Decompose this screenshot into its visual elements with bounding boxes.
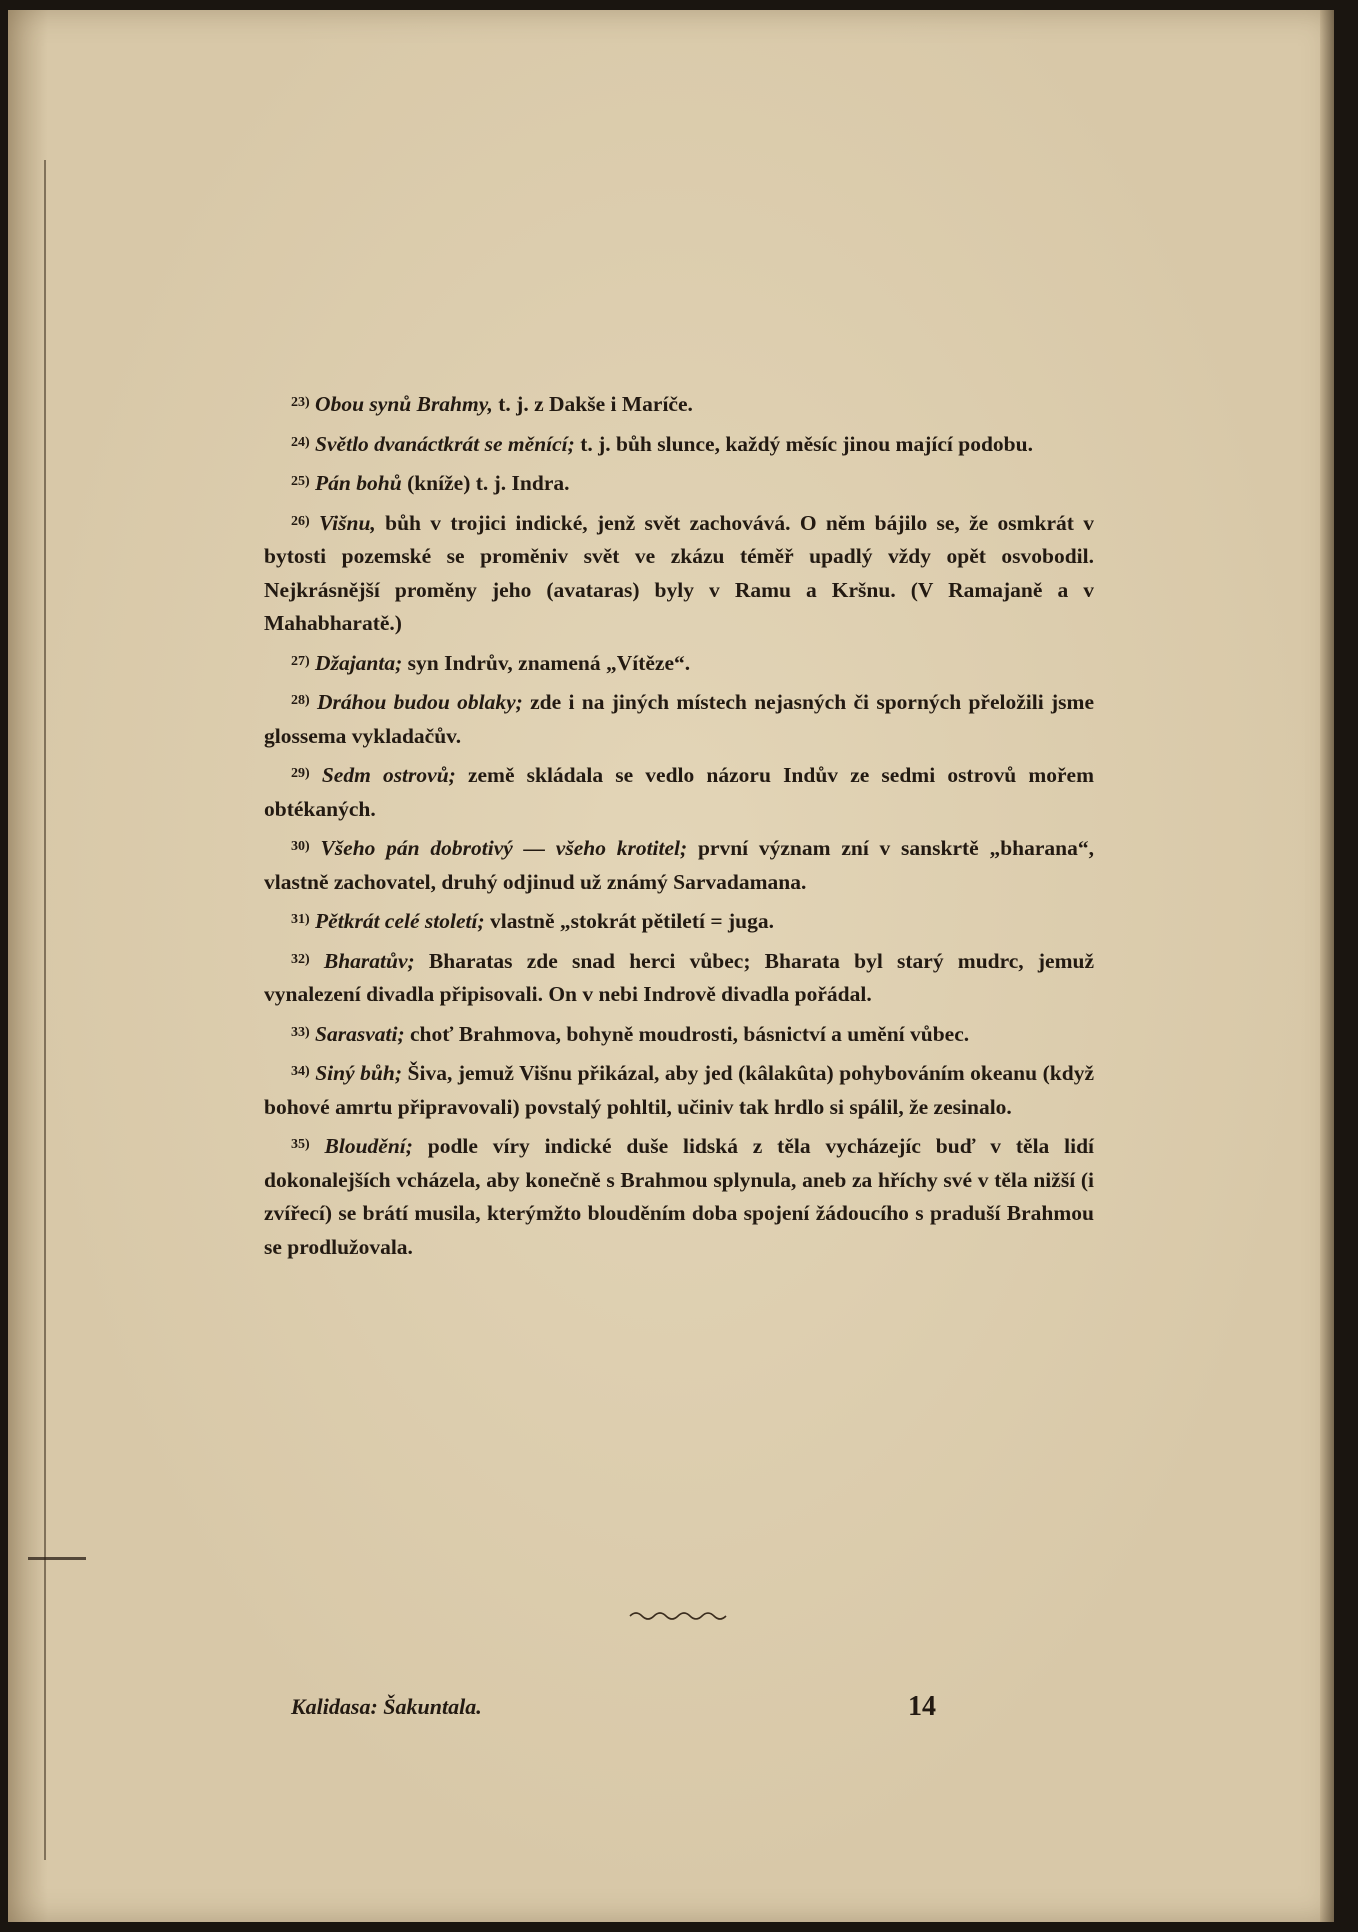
footnote: $^{24)}$ Světlo dvanáctkrát se měnící; t. j. bůh slunce, každý měsíc jinou mající podobu. — [291, 431, 1033, 456]
binding-edge — [44, 160, 46, 1860]
footnote: $^{35)}$ Bloudění; podle víry indické duše lidská z těla vycházejíc buď v těla lidí dokonalejších vcházela, aby konečně s Brahmou splynula, aneb za hříchy své v těla nižší (i zvířecí) se brátí musila, kterýmžto blouděním doba spojení žádoucího s praduší Brahmou se prodlužovala. — [264, 1134, 1095, 1259]
book-page — [8, 10, 1334, 1922]
footnote: $^{27)}$ Džajanta; syn Indrův, znamená „Vítěze“. — [291, 650, 691, 675]
footnotes — [264, 388, 1094, 1270]
footnote: $^{34)}$ Siný bůh; Šiva, jemuž Višnu přikázal, aby jed (kâlakûta) pohybováním okeanu (když bohové amrtu připravovali) povstalý pohltil, učiniv tak hrdlo si spálil, že zesinalo. — [264, 1061, 1094, 1119]
footnote: $^{29)}$ Sedm ostrovů; země skládala se vedlo názoru Indův ze sedmi ostrovů mořem obtékaných. — [264, 763, 1094, 821]
footnote: $^{33)}$ Sarasvati; choť Brahmova, bohyně moudrosti, básnictví a umění vůbec. — [291, 1021, 970, 1046]
footnote: $^{32)}$ Bharatův; Bharatas zde snad herci vůbec; Bharata byl starý mudrc, jemuž vynalezení divadla připisovali. On v nebi Indrově divadla pořádal. — [264, 948, 1094, 1006]
footer-title: Kalidasa: Šakuntala. — [291, 1694, 482, 1719]
page-edge — [1320, 10, 1334, 1922]
footnote: $^{31)}$ Pětkrát celé století; vlastně „stokrát pětiletí = juga. — [291, 909, 774, 933]
footnote: $^{28)}$ Dráhou budou oblaky; zde i na jiných místech nejasných či sporných přeložili jsme glossema vykladačův. — [264, 690, 1094, 748]
ornament-divider — [628, 1607, 728, 1625]
footnote: $^{23)}$ Obou synů Brahmy, t. j. z Dakše i Maríče. — [291, 392, 693, 416]
page-number: 14 — [908, 1691, 936, 1722]
footnote: $^{26)}$ Višnu, bůh v trojici indické, jenž svět zachovává. O něm bájilo se, že osmkrát v bytosti pozemské se proměniv svět ve zkázu téměř upadlý vždy opět osvobodil. Nejkrásnější proměny jeho (avataras) byly v Ramu a Kršnu. (V Ramajaně a v Mahabharatě.) — [264, 510, 1095, 635]
footnote: $^{30)}$ Všeho pán dobrotivý — všeho krotitel; první význam zní v sanskrtě „bharana“, vlastně zachovatel, druhý odjinud už známý Sarvadamana. — [264, 836, 1095, 894]
footnote: $^{25)}$ Pán bohů (kníže) t. j. Indra. — [291, 471, 570, 495]
binding-mark — [28, 1557, 86, 1560]
